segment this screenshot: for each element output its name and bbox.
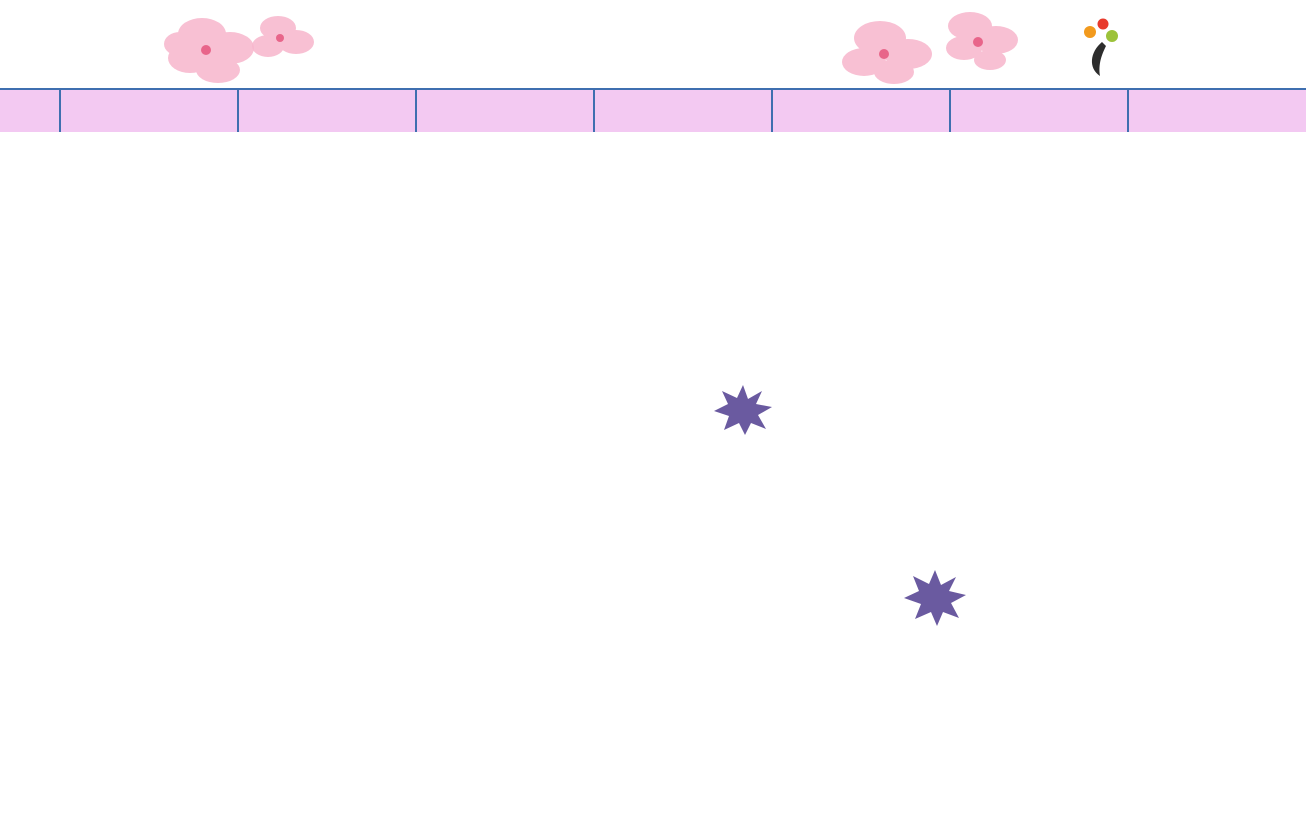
- day-header-row: [0, 90, 1306, 132]
- cherry-blossom-left-icon: [150, 4, 320, 86]
- menu-grid: [0, 88, 1306, 132]
- day-header-5: [950, 90, 1128, 132]
- request-sticker: [714, 385, 772, 435]
- weekday-label: [0, 90, 60, 132]
- day-header-0: [60, 90, 238, 132]
- seasonal-sticker: [904, 570, 966, 626]
- weekly-menu-table: [0, 90, 1306, 132]
- day-header-6: [1128, 90, 1306, 132]
- tree-logo-icon: [1082, 18, 1118, 80]
- hospital-logo: [1082, 18, 1302, 82]
- page-header: [0, 0, 1306, 88]
- day-header-2: [416, 90, 594, 132]
- seasonal-sticker-label: [904, 570, 966, 626]
- request-sticker-label: [714, 385, 772, 435]
- day-header-4: [772, 90, 950, 132]
- day-header-1: [238, 90, 416, 132]
- cherry-blossom-right-icon: [820, 4, 1030, 86]
- day-header-3: [594, 90, 772, 132]
